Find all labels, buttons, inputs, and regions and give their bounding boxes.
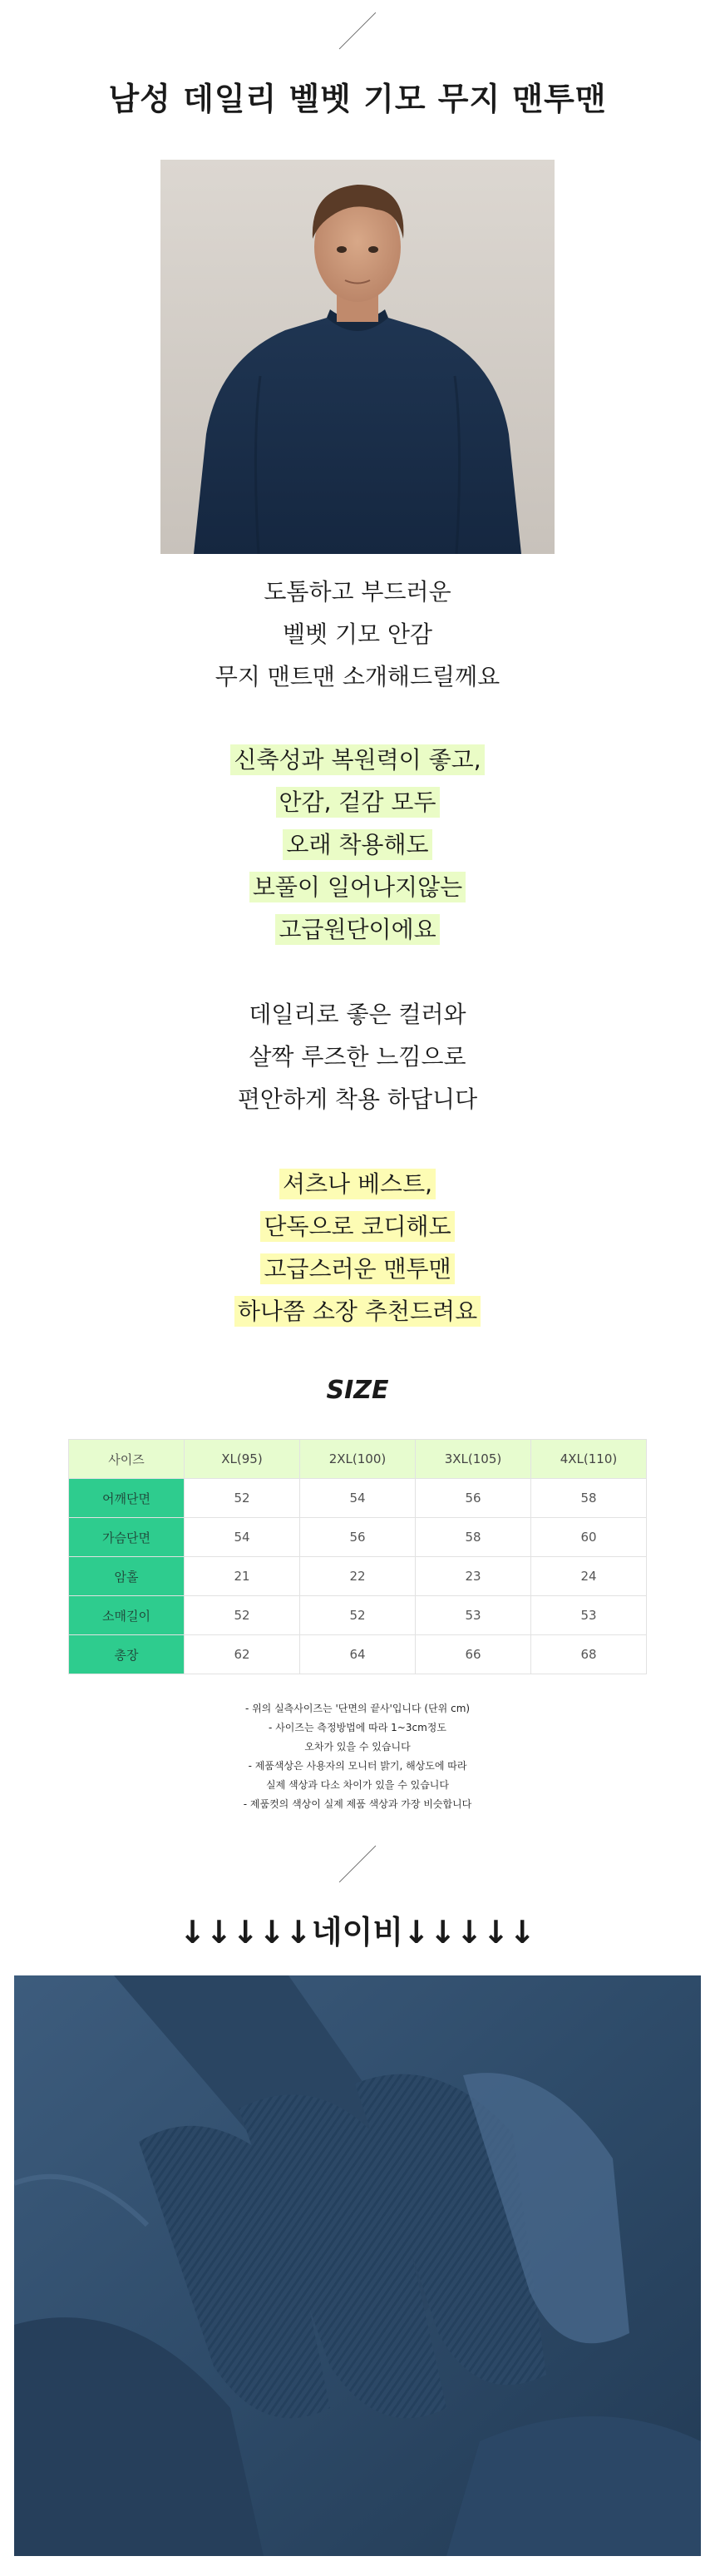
fit-line: 편안하게 착용 하답니다 [237,1085,478,1113]
styling-paragraph [0,1163,715,1332]
model-illustration [160,160,555,554]
table-row [69,1557,647,1596]
bottom-spacer [0,2556,715,2576]
note-line: 실제 색상과 다소 차이가 있을 수 있습니다 [266,1779,449,1791]
intro-line: 도톰하고 부드러운 [264,578,451,606]
measurement-value: 58 [531,1479,647,1518]
intro-line: 무지 맨트맨 소개해드릴께요 [214,663,500,690]
measurement-value: 23 [416,1557,531,1596]
note-line: 오차가 있을 수 있습니다 [304,1741,411,1753]
measurement-label: 암홀 [69,1557,185,1596]
size-column-header: 4XL(110) [531,1440,647,1479]
measurement-value: 68 [531,1635,647,1674]
fit-paragraph [0,993,715,1120]
measurement-value: 53 [416,1596,531,1635]
note-line: - 제품컷의 색상이 실제 제품 색상과 가장 비슷합니다 [243,1798,472,1810]
product-title: 남성 데일리 벨벳 기모 무지 맨투맨 [108,81,607,117]
measurement-label: 가슴단면 [69,1518,185,1557]
feature-line: 고급원단이에요 [275,914,439,945]
note-line: - 제품색상은 사용자의 모니터 밝기, 해상도에 따라 [248,1760,467,1772]
product-detail-page [0,14,715,2576]
table-row [69,1479,647,1518]
measurement-label: 소매길이 [69,1596,185,1635]
measurement-value: 52 [300,1596,416,1635]
styling-line: 하나쯤 소장 추천드려요 [234,1296,481,1327]
measurement-label: 어깨단면 [69,1479,185,1518]
fit-line: 살짝 루즈한 느낌으로 [249,1043,466,1070]
measurement-value: 21 [185,1557,300,1596]
decorative-slash [0,14,715,47]
styling-line: 고급스러운 맨투맨 [260,1253,454,1284]
size-column-header: XL(95) [185,1440,300,1479]
fabric-detail-photo [14,1975,701,2556]
measurement-value: 54 [300,1479,416,1518]
measurement-value: 56 [416,1479,531,1518]
feature-line: 오래 착용해도 [283,829,431,860]
measurement-value: 62 [185,1635,300,1674]
measurement-value: 53 [531,1596,647,1635]
measurement-value: 52 [185,1596,300,1635]
measurement-value: 56 [300,1518,416,1557]
measurement-value: 22 [300,1557,416,1596]
feature-line: 보풀이 일어나지않는 [249,872,466,902]
intro-paragraph [0,571,715,698]
model-photo [160,160,555,554]
color-heading: ↓↓↓↓↓네이비↓↓↓↓↓ [179,1914,536,1951]
intro-line: 벨벳 기모 안감 [282,621,433,648]
size-table [68,1439,647,1674]
table-row [69,1635,647,1674]
feature-line: 안감, 겉감 모두 [276,787,440,818]
table-row [69,1596,647,1635]
measurement-value: 24 [531,1557,647,1596]
size-column-header: 사이즈 [69,1440,185,1479]
size-column-header: 3XL(105) [416,1440,531,1479]
measurement-value: 60 [531,1518,647,1557]
measurement-label: 총장 [69,1635,185,1674]
measurement-value: 54 [185,1518,300,1557]
feature-line: 신축성과 복원력이 좋고, [230,744,484,775]
fabric-illustration [14,1975,701,2556]
styling-line: 단독으로 코디해도 [260,1211,454,1242]
measurement-value: 66 [416,1635,531,1674]
measurement-value: 52 [185,1479,300,1518]
size-table-header-row [69,1440,647,1479]
measurement-value: 58 [416,1518,531,1557]
size-notes [0,1699,715,1814]
note-line: - 사이즈는 측정방법에 따라 1~3cm정도 [269,1722,446,1733]
size-column-header: 2XL(100) [300,1440,416,1479]
fit-line: 데일리로 좋은 컬러와 [249,1001,466,1028]
measurement-value: 64 [300,1635,416,1674]
features-paragraph [0,739,715,951]
styling-line: 셔츠나 베스트, [279,1169,436,1199]
note-line: - 위의 실측사이즈는 '단면의 끝사'입니다 (단위 cm) [244,1703,471,1714]
table-row [69,1518,647,1557]
size-heading: SIZE [326,1376,389,1405]
decorative-slash [0,1839,715,1889]
